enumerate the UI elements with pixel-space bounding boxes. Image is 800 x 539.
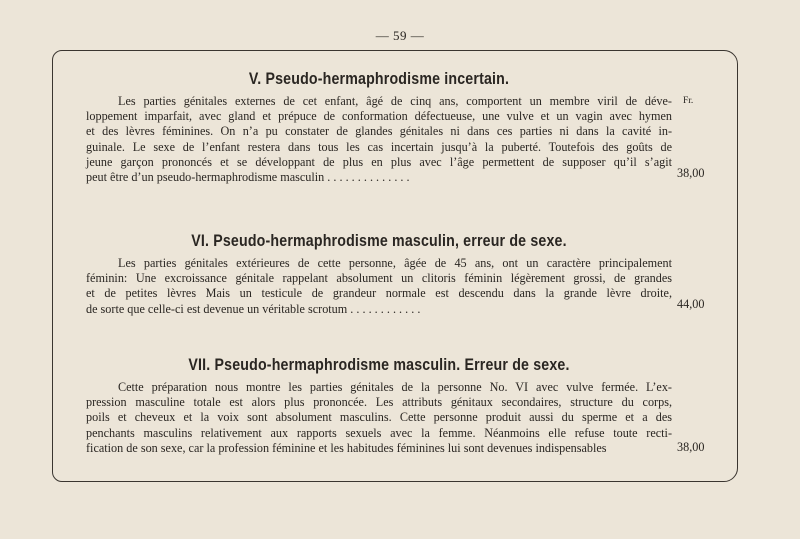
entry-text-line: poils et cheveux et la voix sont absolument masculins. Cette personne produit aussi du sperme et a des (86, 410, 672, 425)
entry-text-line: Cette préparation nous montre les parties génitales de la personne No. VI avec vulve fermée. L’ex- (118, 380, 672, 394)
page-number: — 59 — (375, 28, 425, 43)
entry-price: 44,00 (677, 297, 705, 311)
catalog-entry (86, 232, 672, 317)
entry-text-line: Les parties génitales extérieures de cette personne, âgée de 45 ans, ont un caractère principalement (118, 256, 672, 270)
entry-text-line: penchants masculins relativement aux rapports sexuels avec la femme. Néanmoins elle refuse toute recti- (86, 425, 672, 440)
entry-text-line: et de petites lèvres Mais un testicule de grandeur normale est descendu dans la grande lèvre droite, (86, 286, 672, 301)
entry-text-line: loppement imparfait, avec gland et prépuce de conformation défectueuse, une vulve et un vagin avec hymen (86, 109, 672, 124)
entry-price: 38,00 (677, 166, 705, 180)
entry-text-line: fication de son sexe, car la profession féminine et les habitudes féminines lui sont devenues indispensables (86, 440, 607, 455)
entry-title: VI. Pseudo-hermaphrodisme masculin, erreur de sexe. (191, 232, 567, 250)
entry-text-line: pression masculine totale est alors plus prononcée. Les attributs génitaux secondaires, structure du corps, (86, 395, 672, 410)
entry-text-line: peut être d’un pseudo-hermaphrodisme masculin . . . . . . . . . . . . . . (86, 170, 410, 185)
entry-price: 38,00 (677, 440, 705, 454)
entry-text-line: Les parties génitales externes de cet enfant, âgé de cinq ans, comportent un membre viril de déve- (118, 94, 672, 108)
entry-text-line: guinale. Le sexe de l’enfant restera dans tous les cas incertain jusqu’à la puberté. Toutefois des goûts de (86, 139, 672, 154)
entry-text-line: féminin: Une excroissance génitale rappelant absolument un clitoris féminin légèrement grossi, de grandes (86, 271, 672, 286)
entry-text-line: et des lèvres féminines. On n’a pu constater de glandes génitales ni dans ces parties ni dans la cavité in- (86, 124, 672, 139)
entry-title: VII. Pseudo-hermaphrodisme masculin. Erreur de sexe. (188, 356, 570, 374)
catalog-entry (86, 70, 672, 185)
currency-label: Fr. (683, 96, 694, 106)
entry-title: V. Pseudo-hermaphrodisme incertain. (248, 70, 510, 88)
catalog-entry (86, 356, 672, 456)
entry-text-line: jeune garçon prononcés et se développant de plus en plus avec l’âge permettent de supposer qu’il s’agit (86, 154, 672, 169)
entry-text-line: de sorte que celle-ci est devenue un véritable scrotum . . . . . . . . . . . . (86, 301, 421, 316)
